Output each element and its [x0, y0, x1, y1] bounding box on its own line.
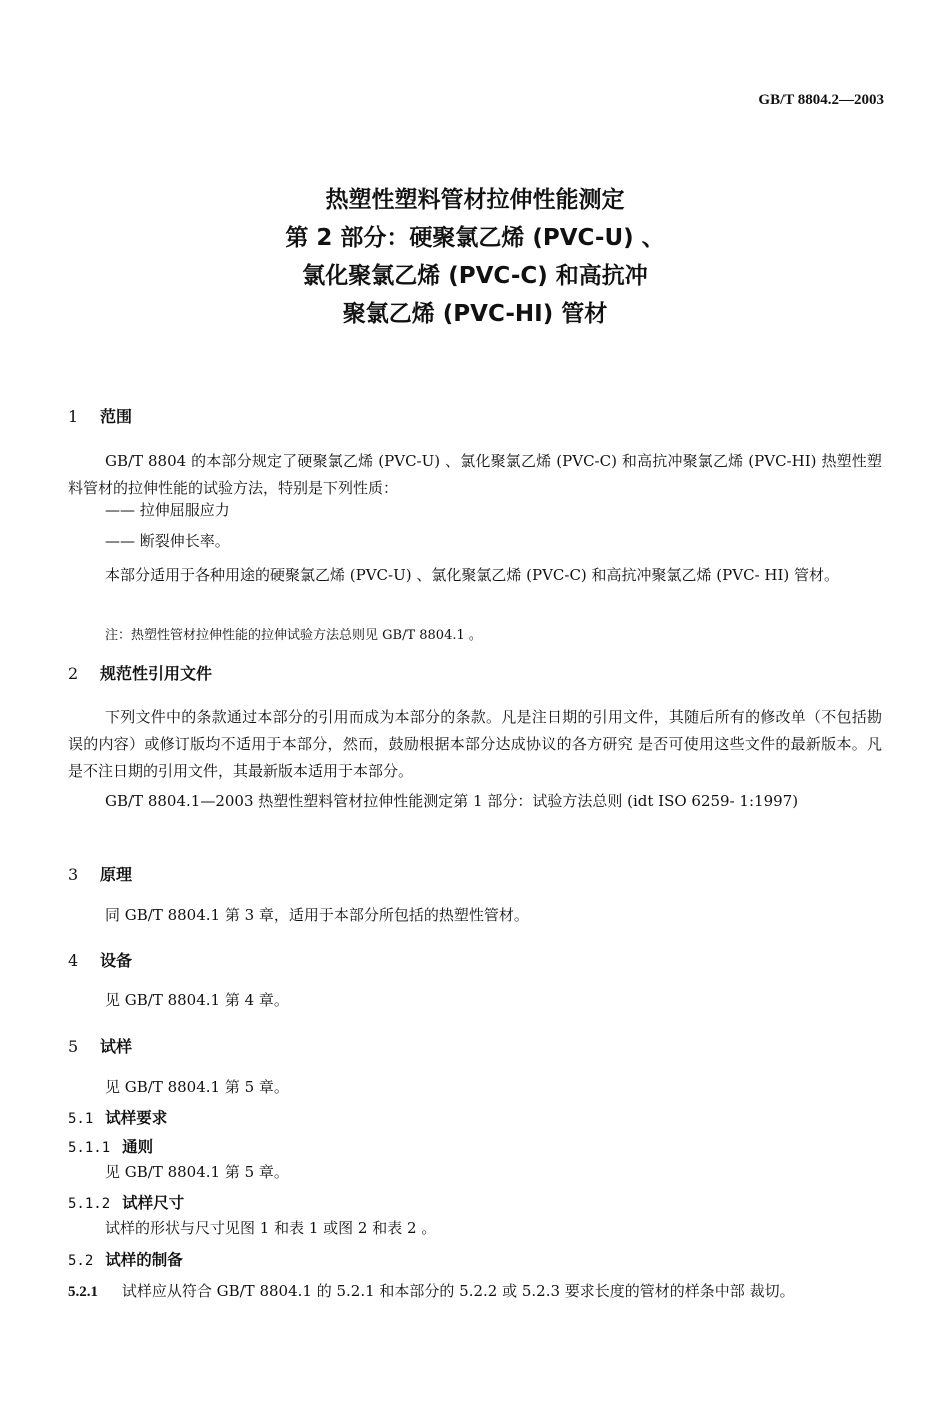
section-5-1-2-paragraph: 试样的形状与尺寸见图 1 和表 1 或图 2 和表 2 。 [105, 1219, 437, 1237]
section-number: 5 [68, 1037, 79, 1056]
section-2-heading [68, 661, 212, 684]
section-4-heading [68, 948, 132, 971]
section-title: 规范性引用文件 [100, 664, 213, 683]
standard-code: GB/T 8804.2—2003 [758, 92, 884, 108]
clause-text: 试样应从符合 GB/T 8804.1 的 5.2.1 和本部分的 5.2.2 或 5.2.3 要求长度的管材的样条中部 裁切。 [121, 1282, 795, 1300]
section-3-paragraph-1: 同 GB/T 8804.1 第 3 章，适用于本部分所包括的热塑性管材。 [105, 906, 529, 924]
section-title: 范围 [100, 407, 133, 426]
section-title: 试样 [100, 1037, 133, 1056]
section-5-1-1-heading [68, 1135, 153, 1157]
subsection-title: 通则 [122, 1138, 154, 1156]
subsection-number: 5.1 [68, 1111, 94, 1127]
section-1-note: 注：热塑性管材拉伸性能的拉伸试验方法总则见 GB/T 8804.1 。 [105, 628, 482, 643]
subsection-number: 5.1.1 [68, 1140, 111, 1156]
section-1-paragraph-1: GB/T 8804 的本部分规定了硬聚氯乙烯 (PVC-U) 、氯化聚氯乙烯 (PVC-C) 和高抗冲聚氯乙烯 (PVC-HI) 热塑性塑料管材的拉伸性能的试验方法，特别是下列性质： [68, 452, 882, 497]
section-title: 设备 [100, 951, 133, 970]
subsection-title: 试样尺寸 [122, 1194, 185, 1212]
document-title [0, 181, 950, 333]
title-line-1: 热塑性塑料管材拉伸性能测定 [325, 187, 625, 213]
section-title: 原理 [100, 865, 133, 884]
section-5-1-2-heading [68, 1191, 184, 1213]
section-number: 2 [68, 664, 79, 683]
subsection-title: 试样要求 [105, 1109, 168, 1127]
title-line-3: 氯化聚氯乙烯 (PVC-C) 和高抗冲 [302, 263, 648, 289]
subsection-title: 试样的制备 [105, 1251, 183, 1269]
section-5-paragraph-1: 见 GB/T 8804.1 第 5 章。 [105, 1078, 289, 1096]
section-5-1-1-paragraph: 见 GB/T 8804.1 第 5 章。 [105, 1163, 289, 1181]
title-line-2: 第 2 部分：硬聚氯乙烯 (PVC-U) 、 [285, 225, 665, 251]
section-number: 3 [68, 865, 79, 884]
section-3-heading [68, 862, 132, 885]
section-1-heading [68, 404, 132, 427]
section-number: 4 [68, 951, 79, 970]
subsection-number: 5.2 [68, 1253, 94, 1269]
section-1-list-item-2: —— 断裂伸长率。 [105, 532, 230, 550]
section-2-reference-1: GB/T 8804.1—2003 热塑性塑料管材拉伸性能测定第 1 部分：试验方法总则 (idt ISO 6259- 1:1997) [105, 792, 799, 810]
subsection-number: 5.1.2 [68, 1196, 111, 1212]
title-line-4: 聚氯乙烯 (PVC-HI) 管材 [342, 301, 608, 327]
section-1-paragraph-2: 本部分适用于各种用途的硬聚氯乙烯 (PVC-U) 、氯化聚氯乙烯 (PVC-C) 和高抗冲聚氯乙烯 (PVC- HI) 管材。 [105, 566, 840, 584]
clause-number: 5.2.1 [68, 1284, 98, 1300]
section-5-1-heading [68, 1106, 167, 1128]
section-1-list-item-1: —— 拉伸屈服应力 [105, 501, 230, 519]
section-4-paragraph-1: 见 GB/T 8804.1 第 4 章。 [105, 991, 289, 1009]
section-5-heading [68, 1034, 132, 1057]
section-number: 1 [68, 407, 79, 426]
section-5-2-1-paragraph [68, 1278, 882, 1306]
section-5-2-heading [68, 1248, 183, 1270]
section-2-paragraph-1: 下列文件中的条款通过本部分的引用而成为本部分的条款。凡是注日期的引用文件，其随后所有的修改单（不包括勘误的内容）或修订版均不适用于本部分，然而，鼓励根据本部分达成协议的各方研究 是否可使用这些文件的最新版本。凡是不注日期的引用文件，其最新版本适用于本部分。 [68, 708, 882, 780]
